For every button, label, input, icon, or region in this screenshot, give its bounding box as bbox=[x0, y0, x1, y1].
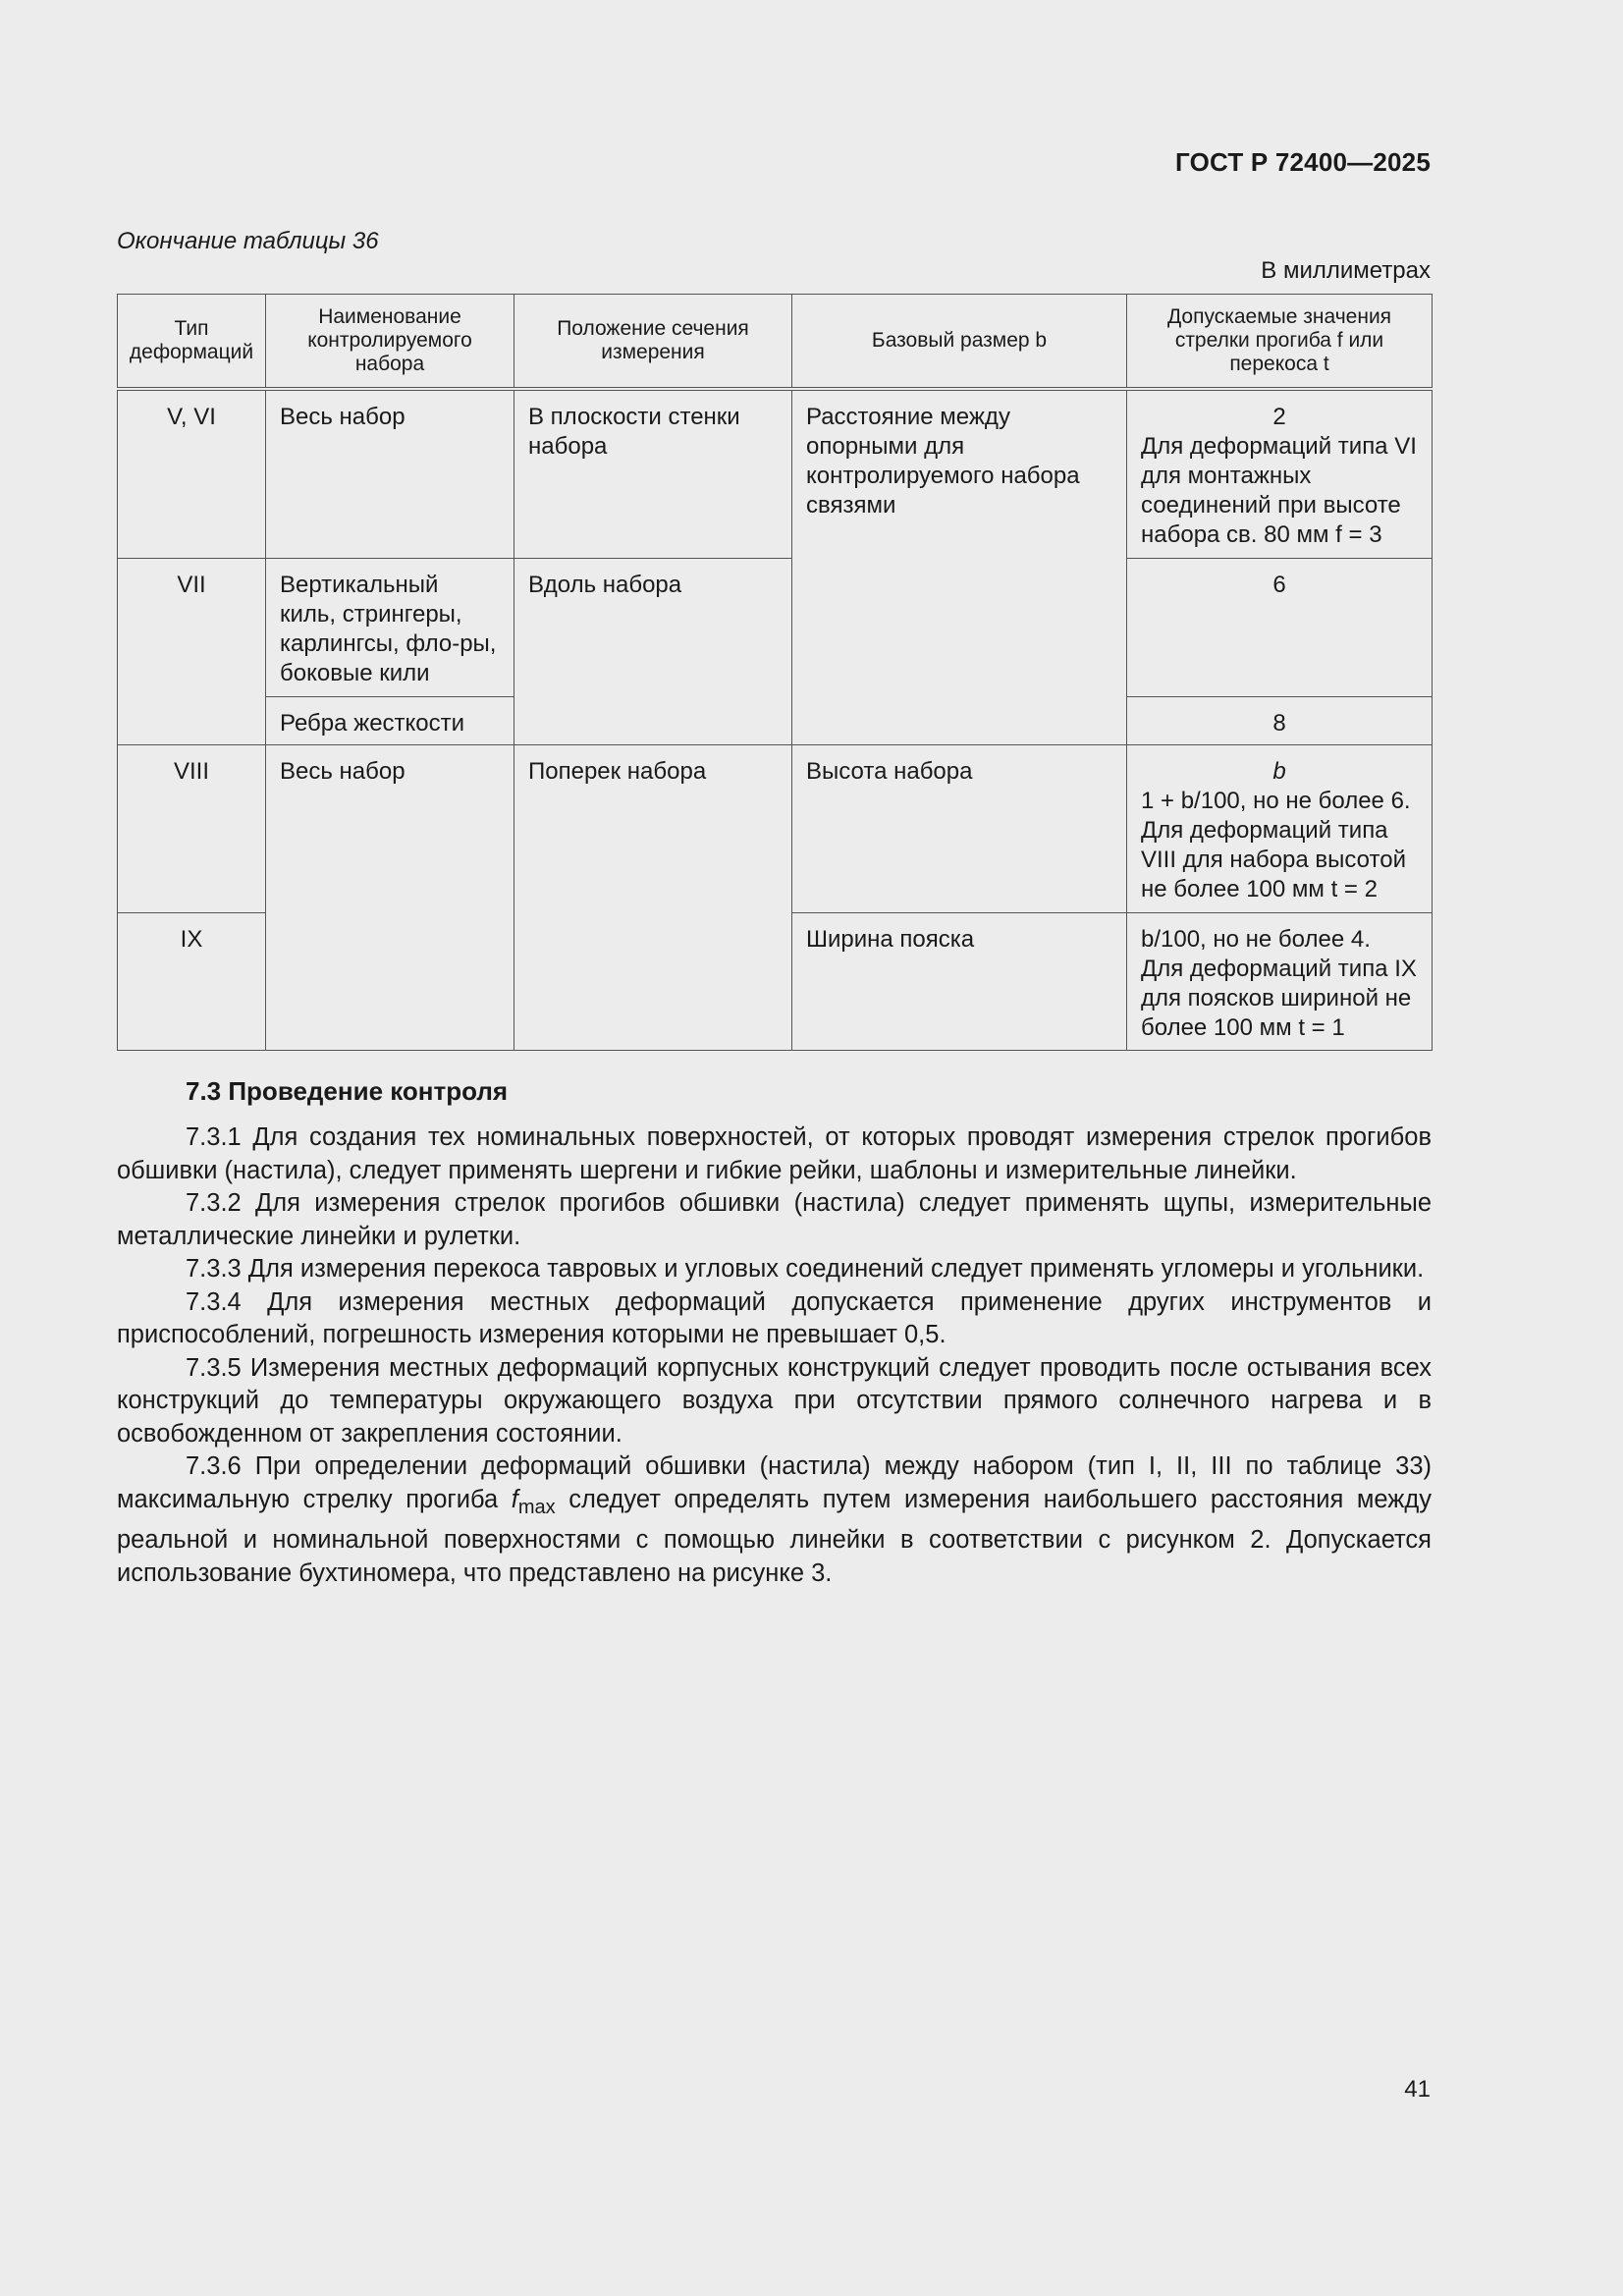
cell-value: 8 bbox=[1127, 697, 1433, 745]
cell-name: Ребра жесткости bbox=[266, 697, 514, 745]
cell-name: Вертикальный киль, стрингеры, карлингсы, фло-ры, боковые кили bbox=[266, 559, 514, 697]
section-title: 7.3 Проведение контроля bbox=[186, 1076, 509, 1106]
header-frame-name: Наименование контролируемого набора bbox=[266, 295, 514, 390]
symbol-f-subscript: max bbox=[517, 1496, 556, 1518]
cell-base: Ширина пояска bbox=[792, 913, 1127, 1051]
paragraph-7-3-4: 7.3.4 Для измерения местных деформаций допускается применение других инструментов и приспособлений, погрешность измерения которыми не превышает 0,5. bbox=[117, 1287, 1432, 1348]
cell-value: b/100, но не более 4. Для деформаций типа IX для поясков шириной не более 100 мм t = 1 bbox=[1127, 913, 1433, 1051]
cell-value-note: 1 + b/100, но не более 6. Для деформаций типа VIII для набора высотой не более 100 мм t = 2 bbox=[1141, 788, 1411, 902]
deformation-table bbox=[117, 294, 1433, 1051]
table-header-row bbox=[118, 295, 1433, 390]
header-deformation-type: Тип деформаций bbox=[118, 295, 266, 390]
cell-value-main: b bbox=[1272, 758, 1286, 785]
paragraph-7-3-2: 7.3.2 Для измерения стрелок прогибов обшивки (настила) следует применять щупы, измерительные металлические линейки и рулетки. bbox=[117, 1189, 1432, 1250]
table-36 bbox=[117, 294, 1432, 1051]
header-allowable-values: Допускаемые значения стрелки прогиба f или перекоса t bbox=[1127, 295, 1433, 390]
cell-name: Весь набор bbox=[266, 745, 514, 1051]
table-units-note: В миллиметрах bbox=[1261, 257, 1431, 284]
paragraph-7-3-6 bbox=[117, 1450, 1432, 1590]
cell-position: Поперек набора bbox=[514, 745, 792, 1051]
section-body bbox=[117, 1121, 1432, 1590]
paragraph-7-3-5: 7.3.5 Измерения местных деформаций корпусных конструкций следует проводить после остывания всех конструкций до температуры окружающего воздуха при отсутствии прямого солнечного нагрева и в освобожденном от закрепления состоянии. bbox=[117, 1353, 1432, 1448]
cell-type: IX bbox=[118, 913, 266, 1051]
symbol-f: f bbox=[511, 1485, 518, 1513]
paragraph-7-3-6-part-b: следует определять путем измерения наибольшего расстояния между реальной и номинальной поверхностями с помощью линейки в соответствии с рисунком 2. Допускается использование бухтиномера, что представлено на рисунке 3. bbox=[117, 1485, 1432, 1587]
page-number: 41 bbox=[1404, 2076, 1431, 2103]
cell-position: В плоскости стенки набора bbox=[514, 389, 792, 559]
cell-type: VII bbox=[118, 559, 266, 745]
cell-value-note: Для деформаций типа VI для монтажных соединений при высоте набора св. 80 мм f = 3 bbox=[1141, 433, 1417, 548]
document-code: ГОСТ Р 72400—2025 bbox=[1175, 147, 1431, 177]
header-section-position: Положение сечения измерения bbox=[514, 295, 792, 390]
cell-value: 6 bbox=[1127, 559, 1433, 697]
cell-value bbox=[1127, 745, 1433, 913]
cell-base: Высота набора bbox=[792, 745, 1127, 913]
cell-base: Расстояние между опорными для контролируемого набора связями bbox=[792, 389, 1127, 745]
cell-type: V, VI bbox=[118, 389, 266, 559]
table-row bbox=[118, 745, 1433, 913]
cell-position: Вдоль набора bbox=[514, 559, 792, 745]
table-continuation-caption: Окончание таблицы 36 bbox=[117, 228, 379, 254]
cell-name: Весь набор bbox=[266, 389, 514, 559]
table-row bbox=[118, 389, 1433, 559]
cell-type: VIII bbox=[118, 745, 266, 913]
table-row bbox=[118, 559, 1433, 697]
paragraph-7-3-1: 7.3.1 Для создания тех номинальных поверхностей, от которых проводят измерения стрелок прогибов обшивки (настила), следует применять шергени и гибкие рейки, шаблоны и измерительные линейки. bbox=[117, 1123, 1432, 1184]
paragraph-7-3-6-part-a: 7.3.6 При определении деформаций обшивки (настила) между набором (тип I, II, III по таблице 33) максимальную стрелку прогиба bbox=[117, 1452, 1432, 1513]
paragraph-7-3-3: 7.3.3 Для измерения перекоса тавровых и угловых соединений следует применять угломеры и угольники. bbox=[186, 1255, 1425, 1283]
header-base-size: Базовый размер b bbox=[792, 295, 1127, 390]
cell-value-main: 2 bbox=[1272, 404, 1286, 430]
cell-value bbox=[1127, 389, 1433, 559]
